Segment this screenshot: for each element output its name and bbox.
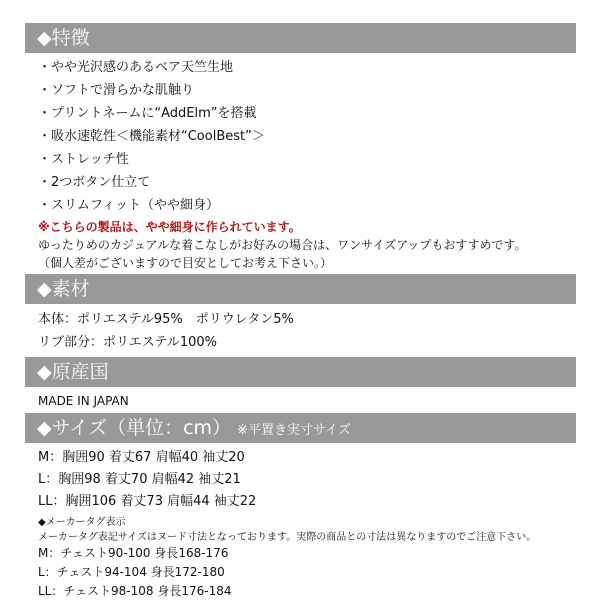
size-row: LL：胸囲106 着丈73 肩幅44 袖丈22 (38, 494, 257, 509)
size-up-note: ゆったりめのカジュアルな着こなしがお好みの場合は、ワンサイズアップもおすすめです。 (38, 238, 527, 252)
origin-value: MADE IN JAPAN (38, 394, 129, 408)
feature-item: ・ソフトで滑らかな肌触り (38, 83, 195, 98)
feature-item: ・プリントネームに“AddElm”を搭載 (38, 106, 257, 121)
section-header-size (25, 413, 576, 443)
maker-tag-row: LL：チェスト98-108 身長176-184 (38, 584, 232, 598)
section-subtitle: ※平置き実寸サイズ (237, 423, 351, 438)
maker-tag-title: ◆メーカータグ表示 (38, 517, 126, 528)
maker-tag-note: メーカータグ表記サイズはヌード寸法となっております。実際の商品との寸法は異なりますのでご注意下さい。 (38, 532, 537, 543)
section-header-features (25, 23, 576, 53)
section-title: ◆特徴 (37, 27, 90, 49)
feature-item: ・ストレッチ性 (38, 152, 129, 167)
maker-tag-row: M：チェスト90-100 身長168-176 (38, 546, 229, 560)
material-item: リブ部分：ポリエステル100% (38, 335, 217, 350)
individual-note: （個人差がございますので目安としてお考え下さい。） (38, 256, 333, 270)
section-header-material (25, 274, 576, 304)
section-title: ◆素材 (37, 278, 90, 300)
slim-fit-warning: ※こちらの製品は、やや細身に作られています。 (38, 220, 301, 234)
material-item: 本体：ポリエステル95% ポリウレタン5% (38, 312, 294, 327)
maker-tag-row: L：チェスト94-104 身長172-180 (38, 565, 225, 579)
feature-item: ・スリムフィット（やや細身） (38, 198, 219, 213)
feature-item: ・吸水速乾性＜機能素材“CoolBest”＞ (38, 129, 265, 144)
feature-item: ・2つボタン仕立て (38, 175, 151, 190)
section-header-origin (25, 357, 576, 387)
size-row: M：胸囲90 着丈67 肩幅40 袖丈20 (38, 450, 245, 465)
section-title: ◆原産国 (37, 361, 109, 383)
feature-item: ・やや光沢感のあるベア天竺生地 (38, 60, 234, 75)
section-title: ◆サイズ（単位：cm） (37, 417, 232, 439)
size-row: L：胸囲98 着丈70 肩幅42 袖丈21 (38, 472, 241, 487)
